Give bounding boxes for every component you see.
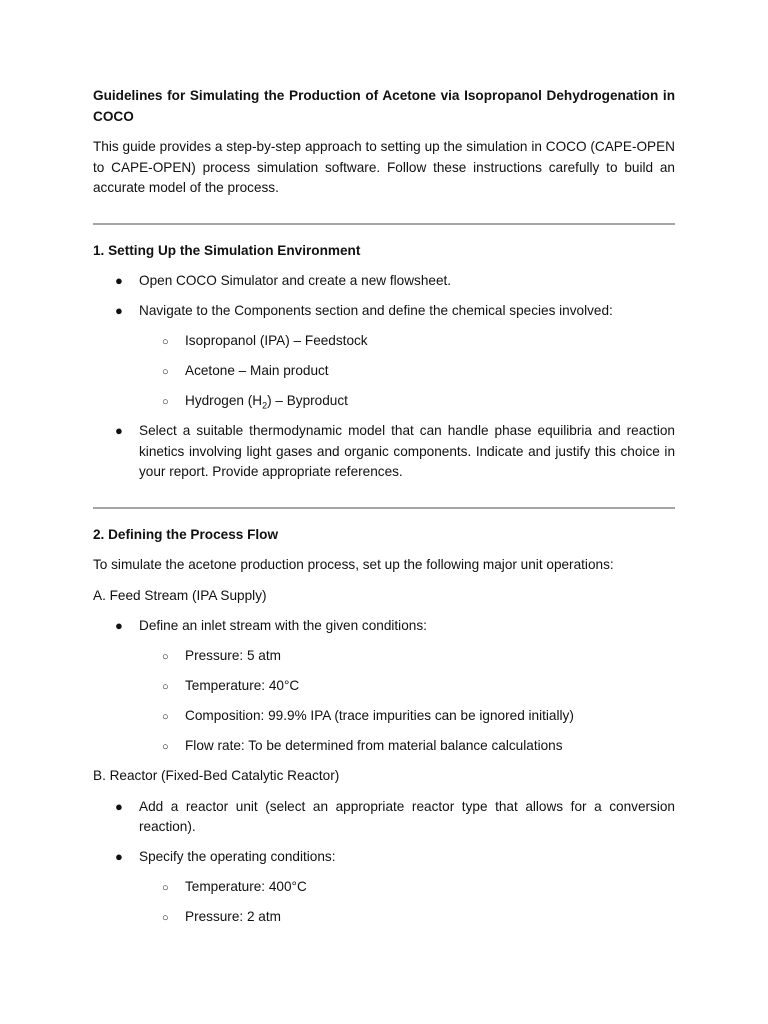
hydrogen-label-end: ) – Byproduct <box>267 393 348 408</box>
feed-pressure: Pressure: 5 atm <box>185 648 281 663</box>
list-item <box>93 616 675 757</box>
list-item-text: Select a suitable thermodynamic model that can handle phase equilibria and reaction kinetics involving light gases and organic components. Indicate and justify this choice in your report. Provide appropriate references. <box>139 423 675 479</box>
bullet-icon: ● <box>115 303 123 318</box>
list-item <box>93 421 675 483</box>
sub-list-item <box>139 391 675 412</box>
circle-bullet-icon: ○ <box>162 711 169 723</box>
circle-bullet-icon: ○ <box>162 882 169 894</box>
bullet-icon: ● <box>115 423 123 438</box>
sub-list-item <box>139 706 675 727</box>
list-item-text: Add a reactor unit (select an appropriate reactor type that allows for a conversion reaction). <box>139 798 675 834</box>
section-divider-2 <box>93 507 675 509</box>
reactor-conditions-list <box>139 877 675 928</box>
component-acetone: Acetone – Main product <box>185 363 329 378</box>
list-item <box>93 301 675 412</box>
list-item <box>93 847 675 928</box>
circle-bullet-icon: ○ <box>162 336 169 348</box>
list-item-text: Define an inlet stream with the given conditions: <box>139 618 427 633</box>
feed-conditions-list <box>139 646 675 757</box>
feed-temperature: Temperature: 40°C <box>185 678 300 693</box>
sub-list-item <box>139 736 675 757</box>
section-2-heading: 2. Defining the Process Flow <box>93 526 279 542</box>
reactor-temperature: Temperature: 400°C <box>185 879 307 894</box>
component-ipa: Isopropanol (IPA) – Feedstock <box>185 333 368 348</box>
document-title: Guidelines for Simulating the Production of Acetone via Isopropanol Dehydrogenation in COCO <box>93 88 675 124</box>
section-2-intro: To simulate the acetone production process, set up the following major unit operations: <box>93 557 614 572</box>
reactor-list <box>93 797 675 928</box>
sub-list-item <box>139 676 675 697</box>
circle-bullet-icon: ○ <box>162 651 169 663</box>
circle-bullet-icon: ○ <box>162 741 169 753</box>
section-divider-1 <box>93 223 675 225</box>
bullet-icon: ● <box>115 798 123 814</box>
sub-list-item <box>139 331 675 352</box>
document-page <box>93 86 675 937</box>
circle-bullet-icon: ○ <box>162 396 169 408</box>
bullet-icon: ● <box>115 618 123 633</box>
bullet-icon: ● <box>115 273 123 288</box>
feed-stream-list <box>93 616 675 757</box>
list-item-text: Open COCO Simulator and create a new flowsheet. <box>139 273 452 288</box>
circle-bullet-icon: ○ <box>162 912 169 924</box>
component-hydrogen <box>185 393 348 411</box>
circle-bullet-icon: ○ <box>162 681 169 693</box>
section-1-list <box>93 271 675 483</box>
section-1-heading: 1. Setting Up the Simulation Environment <box>93 242 361 258</box>
intro-paragraph: This guide provides a step-by-step approach to setting up the simulation in COCO (CAPE-OPEN to CAPE-OPEN) process simulation software. Follow these instructions carefully to build an accurate model of the process. <box>93 139 675 195</box>
sub-list-item <box>139 646 675 667</box>
list-item <box>93 271 675 292</box>
circle-bullet-icon: ○ <box>162 366 169 378</box>
hydrogen-subscript: 2 <box>262 400 268 411</box>
feed-flow-rate: Flow rate: To be determined from material balance calculations <box>185 738 563 753</box>
hydrogen-label-start: Hydrogen (H <box>185 393 263 408</box>
sub-list-item <box>139 877 675 898</box>
reactor-heading: B. Reactor (Fixed-Bed Catalytic Reactor) <box>93 768 340 783</box>
bullet-icon: ● <box>115 849 123 864</box>
list-item-text: Specify the operating conditions: <box>139 849 336 864</box>
list-item-text: Navigate to the Components section and define the chemical species involved: <box>139 303 613 318</box>
components-list <box>139 331 675 412</box>
feed-composition: Composition: 99.9% IPA (trace impurities can be ignored initially) <box>185 708 574 723</box>
list-item <box>93 797 675 838</box>
reactor-pressure: Pressure: 2 atm <box>185 909 281 924</box>
sub-list-item <box>139 907 675 928</box>
feed-stream-heading: A. Feed Stream (IPA Supply) <box>93 587 267 603</box>
sub-list-item <box>139 361 675 382</box>
